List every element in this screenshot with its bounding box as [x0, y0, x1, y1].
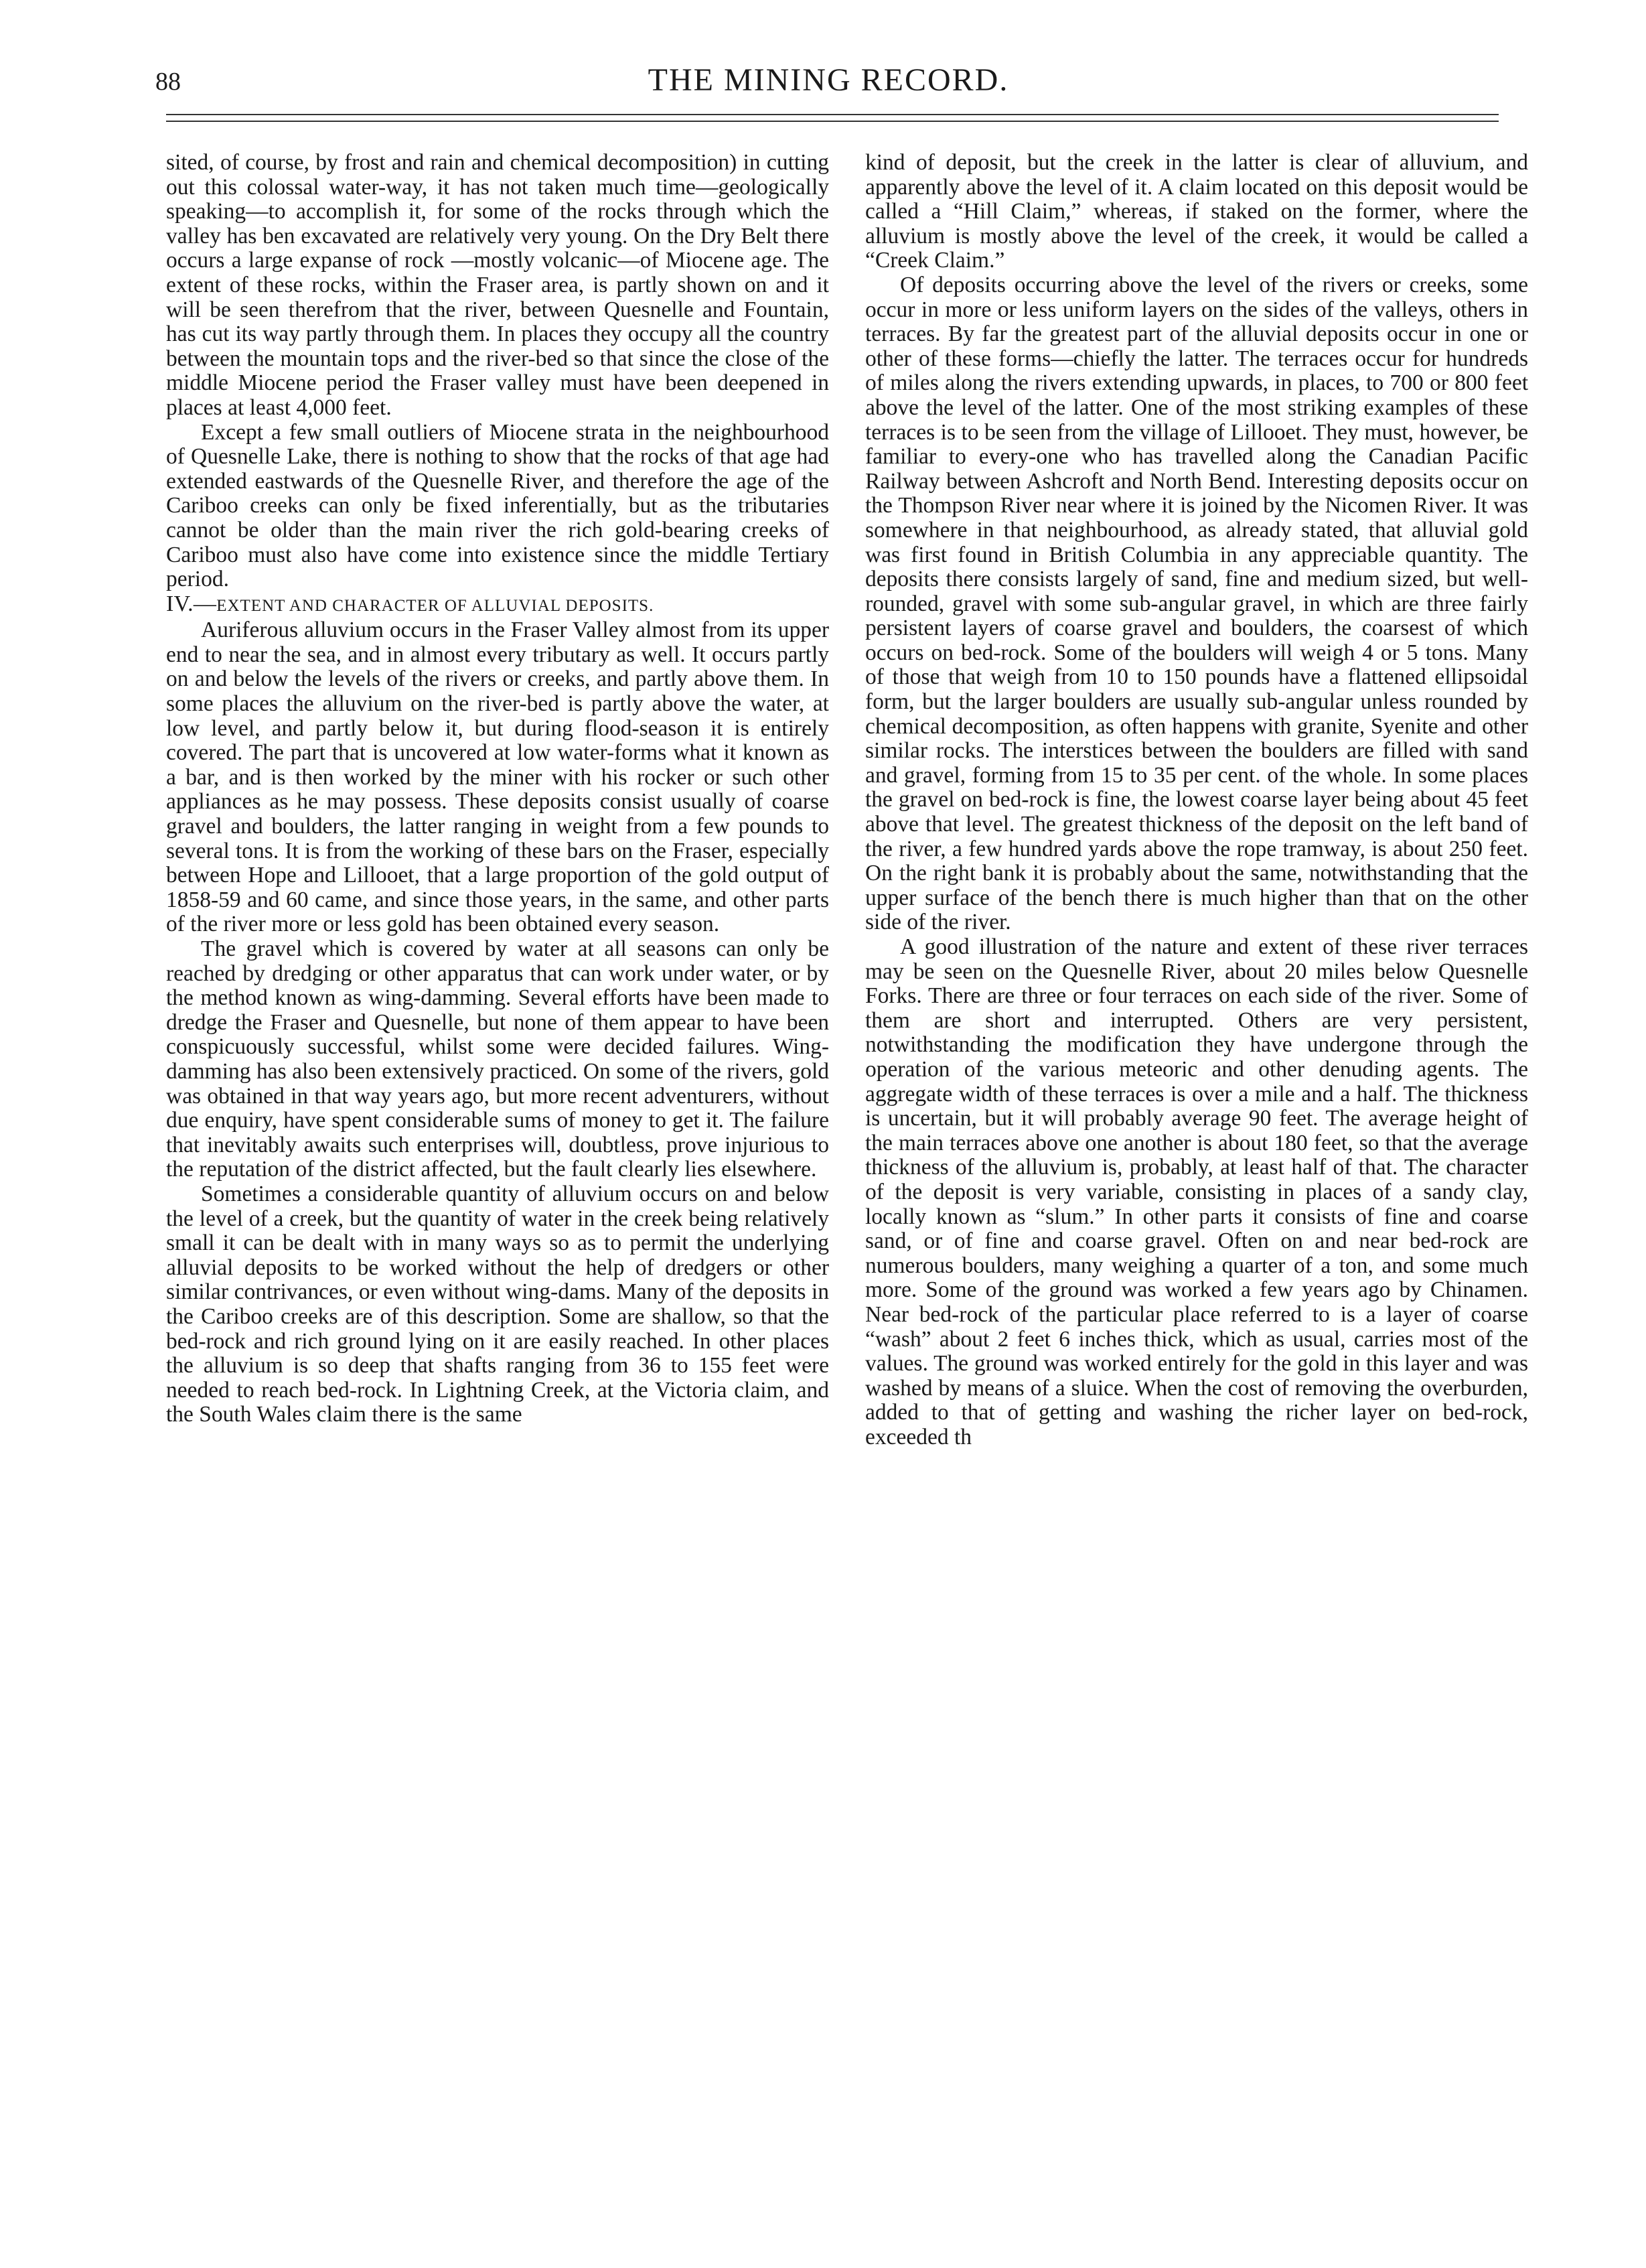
left-column: [166, 151, 829, 1427]
section-heading-text: EXTENT AND CHARACTER OF ALLUVIAL DEPOSITS.: [216, 596, 654, 615]
paragraph: Of deposits occurring above the level of the rivers or creeks, some occur in more or less uniform layers on the sides of the valleys, others in terraces. By far the greatest part of the alluvial deposits occur in one or other of these forms—chiefly the latter. The terraces occur for hundreds of miles along the rivers extending upwards, in places, to 700 or 800 feet above the level of the latter. One of the most striking examples of these terraces is to be seen from the village of Lillooet. They must, however, be familiar to every-one who has travelled along the Canadian Pacific Railway between Ashcroft and North Bend. Interesting deposits occur on the Thompson River near where it is joined by the Nicomen River. It was somewhere in that neighbourhood, as already stated, that alluvial gold was first found in British Columbia in any appreciable quantity. The deposits there consists largely of sand, fine and medium sized, but well-rounded, gravel with some sub-angular gravel, in which are three fairly persistent layers of coarse gravel and boulders, the coarsest of which occurs on bed-rock. Some of the boulders will weigh 4 or 5 tons. Many of those that weigh from 10 to 150 pounds have a flattened ellipsoidal form, but the larger boulders are usually sub-angular unless rounded by chemical decomposition, as often happens with granite, Syenite and other similar rocks. The interstices between the boulders are filled with sand and gravel, forming from 15 to 35 per cent. of the whole. In some places the gravel on bed-rock is fine, the lowest coarse layer being about 45 feet above that level. The greatest thickness of the deposit on the left band of the river, a few hundred yards above the rope tramway, is about 250 feet. On the right bank it is probably about the same, notwithstanding that the upper surface of the bench there is much higher than that on the other side of the river.: [865, 272, 1528, 935]
header-rule-bottom: [166, 121, 1499, 122]
paragraph: The gravel which is covered by water at all seasons can only be reached by dredging or other apparatus that can work under water, or by the method known as wing-damming. Several efforts have been made to dredge the Fraser and Quesnelle, but none of them appear to have been conspicuously successful, whilst some were decided failures. Wing-damming has also been extensively practiced. On some of the rivers, gold was obtained in that way years ago, but more recent adventurers, without due enquiry, have spent considerable sums of money to get it. The failure that inevitably awaits such enterprises will, doubtless, prove injurious to the reputation of the district affected, but the fault clearly lies elsewhere.: [166, 936, 829, 1182]
paragraph: sited, of course, by frost and rain and chemical decomposition) in cutting out this colossal water-way, it has not taken much time—geologically speaking—to accomplish it, for some of the rocks through which the valley has ben excavated are relatively very young. On the Dry Belt there occurs a large expanse of rock —mostly volcanic—of Miocene age. The extent of these rocks, within the Fraser area, is partly shown on and it will be seen therefrom that the river, between Quesnelle and Fountain, has cut its way partly through them. In places they occupy all the country between the mountain tops and the river-bed so that since the close of the middle Miocene period the Fraser valley must have been deepened in places at least 4,000 feet.: [166, 150, 829, 420]
header-rule-top: [166, 114, 1499, 115]
paragraph: Except a few small outliers of Miocene strata in the neighbourhood of Quesnelle Lake, there is nothing to show that the rocks of that age had extended eastwards of the Quesnelle River, and therefore the age of the Cariboo creeks can only be fixed inferentially, but as the tributaries cannot be older than the main river the rich gold-bearing creeks of Cariboo must also have come into existence since the middle Tertiary period.: [166, 419, 829, 592]
paragraph: Auriferous alluvium occurs in the Fraser Valley almost from its upper end to near the sea, and in almost every tributary as well. It occurs partly on and below the levels of the rivers or creeks, and partly above them. In some places the alluvium on the river-bed is partly above the water, at low level, and partly below it, but during flood-season it is entirely covered. The part that is uncovered at low water-forms what it known as a bar, and is then worked by the miner with his rocker or such other appliances as he may possess. These deposits consist usually of coarse gravel and boulders, the latter ranging in weight from a few pounds to several tons. It is from the working of these bars on the Fraser, especially between Hope and Lillooet, that a large proportion of the gold output of 1858-59 and 60 came, and since those years, in the same, and other parts of the river more or less gold has been obtained every season.: [166, 618, 829, 937]
paragraph: A good illustration of the nature and extent of these river terraces may be seen on the Quesnelle River, about 20 miles below Quesnelle Forks. There are three or four terraces on each side of the river. Some of them are short and interrupted. Others are very persistent, notwithstanding the modification they have undergone through the operation of the various meteoric and other denuding agents. The aggregate width of these terraces is over a mile and a half. The thickness is uncertain, but it will probably average 90 feet. The average height of the main terraces above one another is about 180 feet, so that the average thickness of the alluvium is, probably, at least half of that. The character of the deposit is very variable, consisting in places of a sandy clay, locally known as “slum.” In other parts it consists of fine and coarse sand, or of fine and coarse gravel. Often on and near bed-rock are numerous boulders, many weighing a quarter of a ton, and some much more. Some of the ground was worked a few years ago by Chinamen. Near bed-rock of the particular place referred to is a layer of coarse “wash” about 2 feet 6 inches thick, which as usual, carries most of the values. The ground was worked entirely for the gold in this layer and was washed by means of a sluice. When the cost of removing the overburden, added to that of getting and washing the richer layer on bed-rock, exceeded th: [865, 934, 1528, 1449]
journal-title: THE MINING RECORD.: [648, 62, 1009, 98]
paragraph: Sometimes a considerable quantity of alluvium occurs on and below the level of a creek, but the quantity of water in the creek being relatively small it can be dealt with in many ways so as to permit the underlying alluvial deposits to be worked without the help of dredgers or other similar contrivances, or even without wing-dams. Many of the deposits in the Cariboo creeks are of this description. Some are shallow, so that the bed-rock and rich ground lying on it are easily reached. In other places the alluvium is so deep that shafts ranging from 36 to 155 feet were needed to reach bed-rock. In Lightning Creek, at the Victoria claim, and the South Wales claim there is the same: [166, 1181, 829, 1427]
section-heading-numeral: IV.—: [166, 591, 217, 616]
right-column: [865, 151, 1528, 1449]
page-number: 88: [155, 68, 181, 96]
paragraph: kind of deposit, but the creek in the latter is clear of alluvium, and apparently above the level of it. A claim located on this deposit would be called a “Hill Claim,” whereas, if staked on the former, where the alluvium is mostly above the level of the creek, it would be called a “Creek Claim.”: [865, 150, 1528, 273]
section-heading: [166, 592, 829, 619]
page-header: [155, 62, 1501, 109]
